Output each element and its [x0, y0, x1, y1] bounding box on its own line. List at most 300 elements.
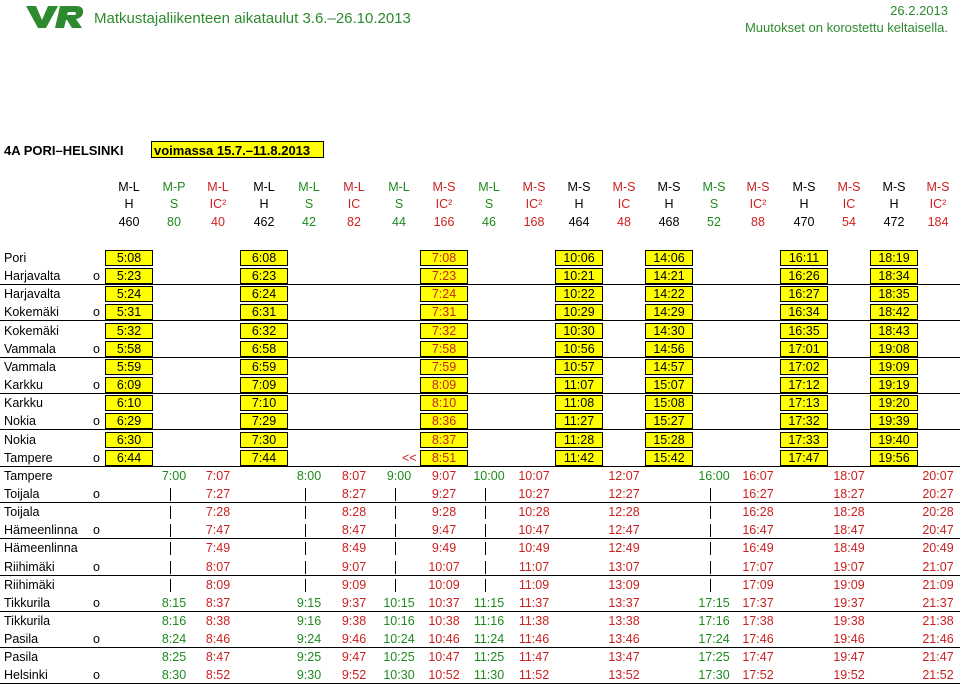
time-cell: 9:30 [296, 668, 322, 683]
time-cell: 7:23 [420, 268, 468, 284]
time-cell: 9:27 [431, 486, 457, 501]
pass-through-mark [710, 524, 711, 537]
time-cell: 11:25 [473, 650, 505, 665]
pass-through-mark [485, 542, 486, 555]
time-cell: 6:08 [240, 250, 288, 266]
time-cell: 9:07 [431, 468, 457, 483]
train-type-17: H [889, 197, 899, 211]
time-cell: 21:52 [922, 668, 954, 683]
pass-through-mark [710, 488, 711, 501]
arrival-mark: o [93, 341, 100, 356]
time-cell: 5:58 [105, 341, 153, 357]
time-cell: 6:58 [240, 341, 288, 357]
header-info [745, 2, 948, 36]
arrival-mark: o [93, 523, 100, 538]
time-cell: 17:32 [780, 413, 828, 429]
time-cell: 10:30 [383, 668, 415, 683]
time-cell: 13:09 [608, 577, 640, 592]
time-cell: 16:27 [780, 286, 828, 302]
time-cell: 8:46 [205, 632, 231, 647]
time-cell: 8:51 [420, 450, 468, 466]
time-cell: 17:16 [698, 614, 730, 628]
time-cell: 12:28 [608, 505, 640, 520]
time-cell: 7:47 [205, 523, 231, 538]
pass-through-mark [305, 579, 306, 592]
train-type-0: H [124, 197, 134, 211]
time-cell: 8:47 [341, 523, 367, 538]
station-name: Kokemäki [4, 305, 59, 320]
station-name: Hämeenlinna [4, 523, 78, 538]
time-cell: 15:07 [645, 377, 693, 393]
train-number-16: 54 [842, 215, 856, 229]
time-cell: 7:49 [205, 541, 231, 556]
station-name: Toijala [4, 505, 40, 520]
time-cell: 17:25 [698, 650, 730, 665]
time-cell: 13:47 [608, 650, 640, 665]
time-cell: 11:27 [555, 413, 603, 429]
station-name: Harjavalta [4, 287, 61, 302]
time-cell: 7:29 [240, 413, 288, 429]
time-cell: 9:47 [431, 523, 457, 538]
time-cell: 10:57 [555, 359, 603, 375]
time-cell: 5:32 [105, 323, 153, 339]
row-separator [0, 466, 960, 467]
time-cell: 21:09 [922, 577, 954, 592]
time-cell: 10:28 [518, 505, 550, 520]
time-cell: 7:31 [420, 304, 468, 320]
station-name: Tikkurila [4, 595, 51, 610]
pass-through-mark [395, 579, 396, 592]
time-cell: 10:15 [383, 595, 415, 610]
connection-mark: << [402, 450, 417, 465]
train-days-0: M-L [118, 180, 140, 194]
time-cell: 19:20 [870, 395, 918, 411]
time-cell: 19:08 [870, 341, 918, 357]
row-separator [0, 357, 960, 358]
time-cell: 19:38 [833, 614, 865, 628]
station-name: Tampere [4, 450, 53, 465]
time-cell: 14:30 [645, 323, 693, 339]
pass-through-mark [170, 579, 171, 592]
time-cell: 9:09 [341, 577, 367, 592]
train-type-8: S [484, 197, 494, 211]
time-cell: 19:52 [833, 668, 865, 683]
time-cell: 10:24 [383, 632, 415, 647]
time-cell: 17:12 [780, 377, 828, 393]
row-separator [0, 502, 960, 503]
train-days-13: M-S [702, 180, 726, 194]
time-cell: 11:07 [555, 377, 603, 393]
train-days-15: M-S [792, 180, 816, 194]
time-cell: 10:06 [555, 250, 603, 266]
time-cell: 10:29 [555, 304, 603, 320]
time-cell: 18:27 [833, 486, 865, 501]
pass-through-mark [485, 506, 486, 519]
time-cell: 11:46 [518, 632, 550, 647]
time-cell: 8:27 [341, 486, 367, 501]
pass-through-mark [395, 542, 396, 555]
train-number-12: 468 [658, 215, 680, 229]
time-cell: 11:09 [518, 577, 550, 592]
time-cell: 8:07 [205, 559, 231, 574]
time-cell: 11:07 [518, 559, 550, 574]
station-name: Pori [4, 251, 27, 265]
time-cell: 17:24 [698, 632, 730, 647]
time-cell: 10:16 [383, 614, 415, 628]
time-cell: 19:37 [833, 595, 865, 610]
time-cell: 19:40 [870, 432, 918, 448]
time-cell: 11:24 [473, 632, 505, 647]
time-cell: 19:19 [870, 377, 918, 393]
time-cell: 19:09 [833, 577, 865, 592]
time-cell: 14:57 [645, 359, 693, 375]
time-cell: 8:52 [205, 668, 231, 683]
pass-through-mark [395, 488, 396, 501]
time-cell: 11:38 [518, 614, 550, 628]
validity-period: voimassa 15.7.–11.8.2013 [151, 141, 324, 158]
pass-through-mark [485, 579, 486, 592]
arrival-mark: o [93, 486, 100, 501]
pass-through-mark [170, 542, 171, 555]
train-type-5: IC [347, 197, 361, 211]
time-cell: 9:49 [431, 541, 457, 556]
time-cell: 17:37 [742, 595, 774, 610]
train-days-14: M-S [746, 180, 770, 194]
train-type-11: IC [617, 197, 631, 211]
time-cell: 5:23 [105, 268, 153, 284]
train-number-15: 470 [793, 215, 815, 229]
arrival-mark: o [93, 632, 100, 647]
time-cell: 10:52 [428, 668, 460, 683]
time-cell: 15:08 [645, 395, 693, 411]
time-cell: 18:07 [833, 468, 865, 483]
time-cell: 16:49 [742, 541, 774, 556]
arrival-mark: o [93, 378, 100, 393]
time-cell: 17:52 [742, 668, 774, 683]
time-cell: 10:30 [555, 323, 603, 339]
pass-through-mark [170, 488, 171, 501]
time-cell: 10:25 [383, 650, 415, 665]
time-cell: 5:59 [105, 359, 153, 375]
time-cell: 21:46 [922, 632, 954, 647]
time-cell: 18:34 [870, 268, 918, 284]
time-cell: 20:28 [922, 505, 954, 520]
station-name: Hämeenlinna [4, 541, 78, 556]
time-cell: 11:47 [518, 650, 550, 665]
row-separator [0, 320, 960, 321]
time-cell: 20:07 [922, 468, 954, 483]
time-cell: 14:06 [645, 250, 693, 266]
train-type-13: S [709, 197, 719, 211]
arrival-mark: o [93, 414, 100, 429]
station-name: Pasila [4, 650, 39, 665]
train-type-18: IC² [929, 197, 947, 211]
time-cell: 8:15 [161, 595, 187, 610]
pass-through-mark [395, 524, 396, 537]
train-number-18: 184 [927, 215, 949, 229]
row-separator [0, 429, 960, 430]
pass-through-mark [305, 561, 306, 574]
station-name: Vammala [4, 359, 56, 374]
time-cell: 18:28 [833, 505, 865, 520]
train-days-12: M-S [657, 180, 681, 194]
time-cell: 8:37 [420, 432, 468, 448]
train-number-5: 82 [347, 215, 361, 229]
time-cell: 17:33 [780, 432, 828, 448]
time-cell: 12:49 [608, 541, 640, 556]
time-cell: 7:09 [240, 377, 288, 393]
document-title: Matkustajaliikenteen aikataulut 3.6.–26.10.2013 [94, 10, 411, 27]
time-cell: 16:47 [742, 523, 774, 538]
time-cell: 19:46 [833, 632, 865, 647]
time-cell: 10:21 [555, 268, 603, 284]
time-cell: 9:47 [341, 650, 367, 665]
time-cell: 16:27 [742, 486, 774, 501]
train-number-17: 472 [883, 215, 905, 229]
time-cell: 16:00 [698, 468, 730, 483]
time-cell: 15:42 [645, 450, 693, 466]
time-cell: 11:28 [555, 432, 603, 448]
time-cell: 13:46 [608, 632, 640, 647]
row-separator [0, 538, 960, 539]
station-name: Riihimäki [4, 577, 55, 592]
time-cell: 16:26 [780, 268, 828, 284]
time-cell: 8:49 [341, 541, 367, 556]
train-type-7: IC² [435, 197, 453, 211]
pass-through-mark [305, 524, 306, 537]
arrival-mark: o [93, 668, 100, 683]
time-cell: 7:30 [240, 432, 288, 448]
time-cell: 7:07 [205, 468, 231, 483]
time-cell: 8:36 [420, 413, 468, 429]
train-days-11: M-S [612, 180, 636, 194]
train-type-14: IC² [749, 197, 767, 211]
time-cell: 7:28 [205, 505, 231, 520]
station-name: Vammala [4, 341, 56, 356]
time-cell: 21:37 [922, 595, 954, 610]
time-cell: 10:37 [428, 595, 460, 610]
train-number-8: 46 [482, 215, 496, 229]
time-cell: 21:47 [922, 650, 954, 665]
train-number-2: 40 [211, 215, 225, 229]
time-cell: 18:43 [870, 323, 918, 339]
time-cell: 13:07 [608, 559, 640, 574]
station-name: Tikkurila [4, 614, 51, 628]
time-cell: 6:10 [105, 395, 153, 411]
time-cell: 19:07 [833, 559, 865, 574]
time-cell: 6:32 [240, 323, 288, 339]
time-cell: 8:28 [341, 505, 367, 520]
station-name: Toijala [4, 486, 40, 501]
train-days-3: M-L [253, 180, 275, 194]
time-cell: 7:00 [161, 468, 187, 483]
time-cell: 9:15 [296, 595, 322, 610]
station-name: Nokia [4, 432, 36, 447]
time-cell: 8:09 [205, 577, 231, 592]
time-cell: 12:47 [608, 523, 640, 538]
time-cell: 11:08 [555, 395, 603, 411]
time-cell: 14:22 [645, 286, 693, 302]
time-cell: 18:47 [833, 523, 865, 538]
time-cell: 9:46 [341, 632, 367, 647]
time-cell: 10:38 [428, 614, 460, 628]
train-number-10: 464 [568, 215, 590, 229]
row-separator [0, 393, 960, 394]
time-cell: 18:42 [870, 304, 918, 320]
time-cell: 17:30 [698, 668, 730, 683]
time-cell: 13:38 [608, 614, 640, 628]
time-cell: 17:47 [742, 650, 774, 665]
time-cell: 7:24 [420, 286, 468, 302]
time-cell: 9:38 [341, 614, 367, 628]
time-cell: 6:31 [240, 304, 288, 320]
time-cell: 20:49 [922, 541, 954, 556]
route-name: 4A PORI–HELSINKI [4, 143, 124, 158]
pass-through-mark [485, 524, 486, 537]
row-separator [0, 284, 960, 285]
time-cell: 17:13 [780, 395, 828, 411]
time-cell: 16:28 [742, 505, 774, 520]
time-cell: 11:30 [473, 668, 505, 683]
time-cell: 18:35 [870, 286, 918, 302]
time-cell: 8:37 [205, 595, 231, 610]
station-name: Kokemäki [4, 323, 59, 338]
train-days-17: M-S [882, 180, 906, 194]
time-cell: 17:47 [780, 450, 828, 466]
time-cell: 6:24 [240, 286, 288, 302]
pass-through-mark [395, 561, 396, 574]
arrival-mark: o [93, 450, 100, 465]
time-cell: 19:56 [870, 450, 918, 466]
pass-through-mark [305, 506, 306, 519]
time-cell: 10:27 [518, 486, 550, 501]
pass-through-mark [170, 561, 171, 574]
train-days-9: M-S [522, 180, 546, 194]
time-cell: 13:52 [608, 668, 640, 683]
train-number-9: 168 [523, 215, 545, 229]
time-cell: 17:01 [780, 341, 828, 357]
arrival-mark: o [93, 559, 100, 574]
time-cell: 9:25 [296, 650, 322, 665]
station-name: Riihimäki [4, 559, 55, 574]
train-days-18: M-S [926, 180, 950, 194]
time-cell: 6:44 [105, 450, 153, 466]
pass-through-mark [305, 542, 306, 555]
station-name: Tampere [4, 468, 53, 483]
time-cell: 17:09 [742, 577, 774, 592]
train-type-12: H [664, 197, 674, 211]
time-cell: 6:29 [105, 413, 153, 429]
time-cell: 6:59 [240, 359, 288, 375]
train-days-4: M-L [298, 180, 320, 194]
station-name: Nokia [4, 414, 36, 429]
time-cell: 10:09 [428, 577, 460, 592]
train-days-7: M-S [432, 180, 456, 194]
train-days-10: M-S [567, 180, 591, 194]
time-cell: 17:46 [742, 632, 774, 647]
time-cell: 8:00 [296, 468, 322, 483]
station-name: Helsinki [4, 668, 48, 683]
train-number-0: 460 [118, 215, 140, 229]
train-type-6: S [394, 197, 404, 211]
time-cell: 10:07 [428, 559, 460, 574]
time-cell: 15:28 [645, 432, 693, 448]
pass-through-mark [485, 561, 486, 574]
pass-through-mark [395, 506, 396, 519]
time-cell: 8:38 [205, 614, 231, 628]
time-cell: 8:07 [341, 468, 367, 483]
time-cell: 10:07 [518, 468, 550, 483]
time-cell: 9:00 [386, 468, 412, 483]
station-name: Harjavalta [4, 269, 61, 284]
arrival-mark: o [93, 305, 100, 320]
time-cell: 10:00 [473, 468, 505, 483]
time-cell: 16:34 [780, 304, 828, 320]
time-cell: 5:08 [105, 250, 153, 266]
train-days-16: M-S [837, 180, 861, 194]
time-cell: 9:52 [341, 668, 367, 683]
time-cell: 6:09 [105, 377, 153, 393]
train-days-2: M-L [207, 180, 229, 194]
train-number-4: 42 [302, 215, 316, 229]
time-cell: 8:47 [205, 650, 231, 665]
time-cell: 9:16 [296, 614, 322, 628]
time-cell: 9:37 [341, 595, 367, 610]
time-cell: 11:37 [518, 595, 550, 610]
train-days-8: M-L [478, 180, 500, 194]
train-type-16: IC [842, 197, 856, 211]
time-cell: 8:24 [161, 632, 187, 647]
station-name: Karkku [4, 396, 43, 411]
time-cell: 14:56 [645, 341, 693, 357]
time-cell: 19:47 [833, 650, 865, 665]
train-number-7: 166 [433, 215, 455, 229]
time-cell: 10:56 [555, 341, 603, 357]
time-cell: 17:15 [698, 595, 730, 610]
time-cell: 5:31 [105, 304, 153, 320]
pass-through-mark [710, 506, 711, 519]
time-cell: 21:07 [922, 559, 954, 574]
pass-through-mark [305, 488, 306, 501]
time-cell: 20:47 [922, 523, 954, 538]
time-cell: 11:16 [473, 614, 505, 628]
train-type-15: H [799, 197, 809, 211]
time-cell: 10:22 [555, 286, 603, 302]
vr-logo [24, 2, 86, 30]
time-cell: 14:29 [645, 304, 693, 320]
time-cell: 8:10 [420, 395, 468, 411]
time-cell: 8:25 [161, 650, 187, 665]
train-days-1: M-P [162, 180, 186, 194]
train-number-1: 80 [167, 215, 181, 229]
time-cell: 8:09 [420, 377, 468, 393]
station-name: Karkku [4, 378, 43, 393]
time-cell: 11:42 [555, 450, 603, 466]
train-days-5: M-L [343, 180, 365, 194]
time-cell: 10:47 [428, 650, 460, 665]
train-type-3: H [259, 197, 269, 211]
time-cell: 7:32 [420, 323, 468, 339]
time-cell: 15:27 [645, 413, 693, 429]
train-number-14: 88 [751, 215, 765, 229]
time-cell: 8:30 [161, 668, 187, 683]
pass-through-mark [485, 488, 486, 501]
time-cell: 19:09 [870, 359, 918, 375]
time-cell: 16:07 [742, 468, 774, 483]
train-type-10: H [574, 197, 584, 211]
document-date: 26.2.2013 [890, 3, 948, 18]
time-cell: 10:46 [428, 632, 460, 647]
